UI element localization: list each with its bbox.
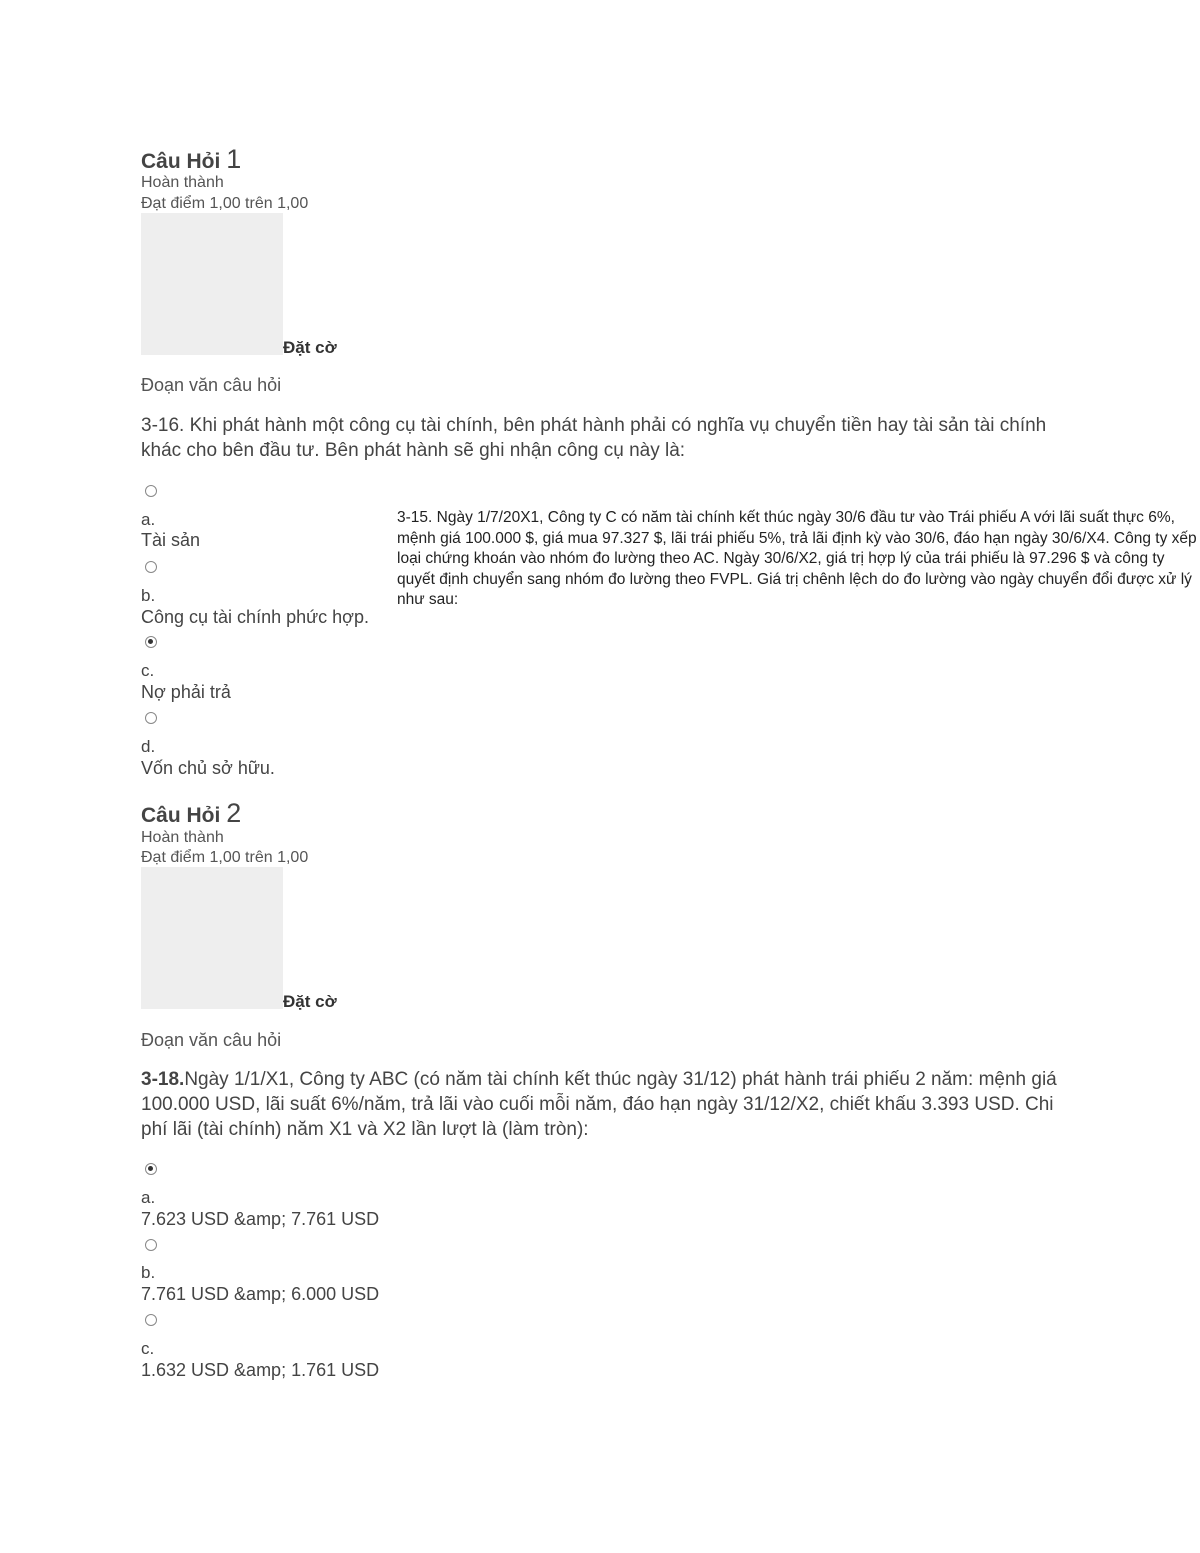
question-2-text <box>141 1067 1061 1142</box>
question-1-option-b-radio[interactable] <box>145 561 157 573</box>
question-1-option-c-text[interactable]: Nợ phải trả <box>141 682 231 702</box>
question-2-text-label: Đoạn văn câu hỏi <box>141 1030 282 1050</box>
question-1-option-b-letter: b. <box>141 586 156 605</box>
question-1-option-a-letter: a. <box>141 510 156 529</box>
flag-question-2-button[interactable]: Đặt cờ <box>283 992 337 1011</box>
question-2-option-b-letter: b. <box>141 1263 156 1282</box>
question-2-option-a-radio[interactable] <box>145 1163 157 1175</box>
question-1-option-d-radio[interactable] <box>145 712 157 724</box>
question-1-heading <box>141 144 241 175</box>
question-1-option-a-radio[interactable] <box>145 485 157 497</box>
question-number: 2 <box>226 798 242 828</box>
question-2-option-b-text[interactable]: 7.761 USD &amp; 6.000 USD <box>141 1284 380 1304</box>
flag-icon[interactable] <box>141 213 283 355</box>
question-heading-label: Câu Hỏi <box>141 150 221 173</box>
question-2-option-c-letter: c. <box>141 1339 155 1358</box>
question-2-option-a-text[interactable]: 7.623 USD &amp; 7.761 USD <box>141 1209 380 1229</box>
question-2-grade: Đạt điểm 1,00 trên 1,00 <box>141 849 309 866</box>
question-2-heading <box>141 798 241 829</box>
flag-icon[interactable] <box>141 867 283 1009</box>
question-2-option-c-text[interactable]: 1.632 USD &amp; 1.761 USD <box>141 1360 380 1380</box>
question-2-body: Ngày 1/1/X1, Công ty ABC (có năm tài chính kết thúc ngày 31/12) phát hành trái phiếu 2 năm: mệnh giá 100.000 USD, lãi suất 6%/năm, trả lãi vào cuối mỗi năm, đáo hạn ngày 31/12/X2, chiết khấu 3.393 USD. Chi phí lãi (tài chính) năm X1 và X2 lần lượt là (làm tròn): <box>141 1069 1057 1140</box>
question-heading-label: Câu Hỏi <box>141 804 221 827</box>
question-2-prefix: 3-18. <box>141 1069 185 1090</box>
question-1-option-d-text[interactable]: Vốn chủ sở hữu. <box>141 758 275 778</box>
question-1-status: Hoàn thành <box>141 174 224 191</box>
question-1-option-c-letter: c. <box>141 661 155 680</box>
question-1-option-c-radio[interactable] <box>145 636 157 648</box>
question-1-option-d-letter: d. <box>141 737 156 756</box>
question-1-grade: Đạt điểm 1,00 trên 1,00 <box>141 195 309 212</box>
question-2-status: Hoàn thành <box>141 829 224 846</box>
question-2-option-a-letter: a. <box>141 1188 156 1207</box>
question-1-body: 3-16. Khi phát hành một công cụ tài chính, bên phát hành phải có nghĩa vụ chuyển tiền hay tài sản tài chính khác cho bên đầu tư. Bên phát hành sẽ ghi nhận công cụ này là: <box>141 415 1047 461</box>
question-number: 1 <box>226 144 242 174</box>
flag-question-1-button[interactable]: Đặt cờ <box>283 338 337 357</box>
question-2-option-c-radio[interactable] <box>145 1314 157 1326</box>
question-2-option-b-radio[interactable] <box>145 1239 157 1251</box>
question-1-text-label: Đoạn văn câu hỏi <box>141 375 282 395</box>
question-1-option-b-text[interactable]: Công cụ tài chính phức hợp. <box>141 607 369 627</box>
question-1-text <box>141 413 1061 463</box>
question-1-option-a-text[interactable]: Tài sản <box>141 530 201 550</box>
overlay-question-text: 3-15. Ngày 1/7/20X1, Công ty C có năm tài chính kết thúc ngày 30/6 đầu tư vào Trái phiếu A với lãi suất thực 6%, mệnh giá 100.000 $, giá mua 97.327 $, lãi trái phiếu 5%, trả lãi định kỳ vào 30/6, đáo hạn ngày 30/6/X4. Công ty xếp loại chứng khoán vào nhóm đo lường theo AC. Ngày 30/6/X2, giá trị hợp lý của trái phiếu là 97.296 $ và công ty quyết định chuyển sang nhóm đo lường theo FVPL. Giá trị chênh lệch do đo lường vào ngày chuyển đổi được xử lý như sau: <box>397 509 1197 608</box>
